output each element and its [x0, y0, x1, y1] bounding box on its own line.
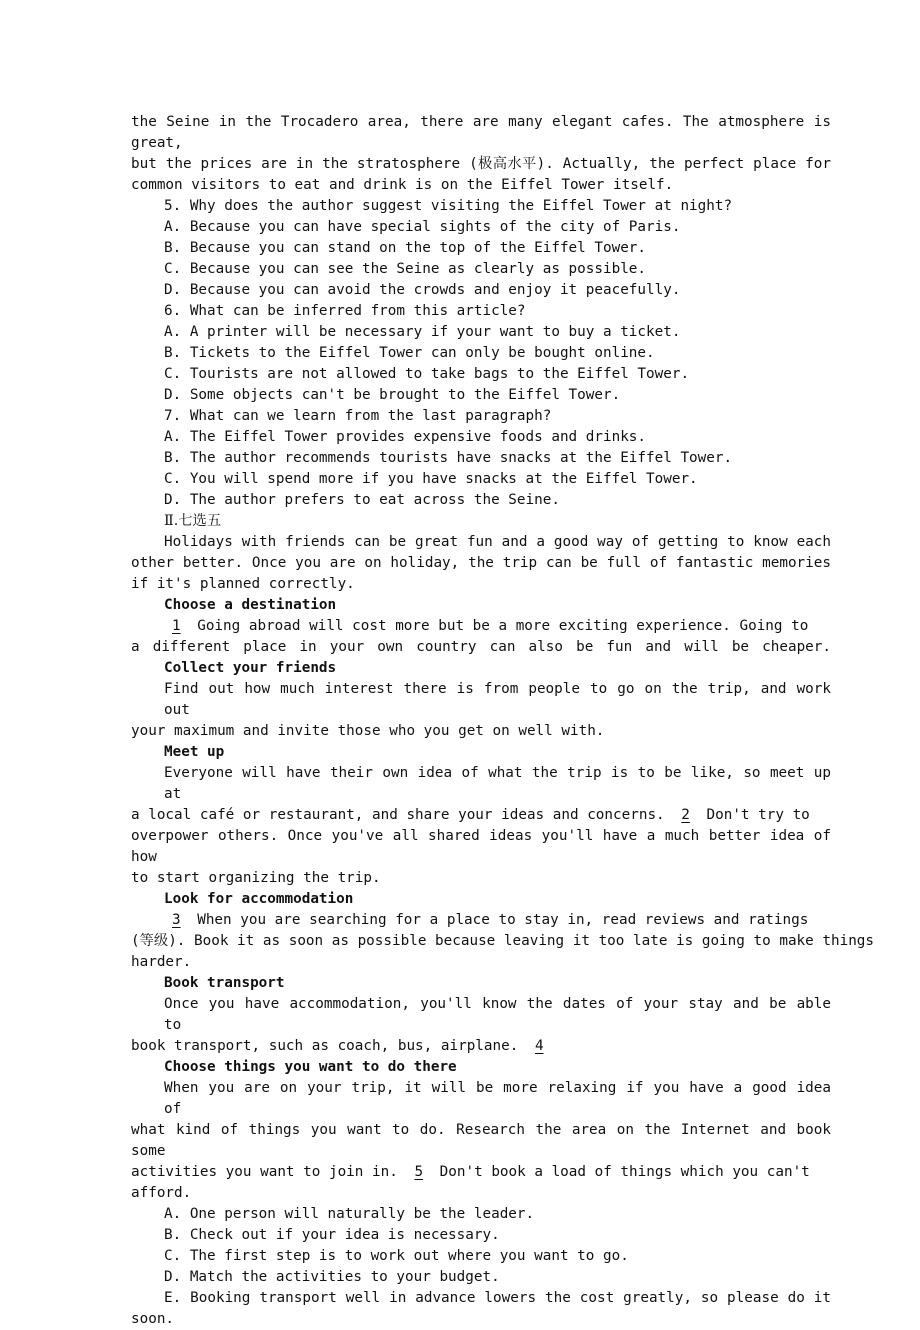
- paragraph-line: afford.: [131, 1185, 192, 1201]
- answer-blank-4[interactable]: 4: [534, 1038, 544, 1054]
- option-e: E. Booking transport well in advance lowers the cost greatly, so please do it: [164, 1290, 831, 1306]
- paragraph-line: Everyone will have their own idea of what the trip is to be like, so meet up at: [164, 765, 831, 802]
- option-c: C. The first step is to work out where you want to go.: [164, 1248, 629, 1264]
- document-page: [131, 112, 875, 1330]
- paragraph-text: book transport, such as coach, bus, airplane.: [131, 1038, 527, 1054]
- option-d: D. Match the activities to your budget.: [164, 1269, 500, 1285]
- q7-option-b: B. The author recommends tourists have snacks at the Eiffel Tower.: [164, 450, 733, 466]
- paragraph-line: harder.: [131, 954, 192, 970]
- paragraph-line: [131, 616, 831, 637]
- answer-blank-2[interactable]: 2: [681, 807, 690, 823]
- paragraph-line: to start organizing the trip.: [131, 870, 381, 886]
- q6-option-b: B. Tickets to the Eiffel Tower can only be bought online.: [164, 345, 655, 361]
- paragraph-line: (等级). Book it as soon as possible because leaving it too late is going to make things: [131, 933, 875, 949]
- paragraph-text: a local café or restaurant, and share your ideas and concerns.: [131, 807, 674, 823]
- paragraph-line: what kind of things you want to do. Research the area on the Internet and book some: [131, 1122, 831, 1159]
- q5-option-c: C. Because you can see the Seine as clearly as possible.: [164, 261, 647, 277]
- q7-option-c: C. You will spend more if you have snacks at the Eiffel Tower.: [164, 471, 698, 487]
- q5-option-a: A. Because you can have special sights of the city of Paris.: [164, 219, 681, 235]
- paragraph-text: activities you want to join in.: [131, 1164, 407, 1180]
- q7-option-d: D. The author prefers to eat across the Seine.: [164, 492, 560, 508]
- paragraph-line: [131, 910, 831, 931]
- answer-blank-5[interactable]: 5: [414, 1164, 424, 1180]
- paragraph-text: When you are searching for a place to stay in, read reviews and ratings: [188, 912, 809, 928]
- passage-line: but the prices are in the stratosphere (极高水平). Actually, the perfect place for: [131, 156, 831, 172]
- intro-line: Holidays with friends can be great fun and a good way of getting to know each: [164, 534, 831, 550]
- q6-option-c: C. Tourists are not allowed to take bags to the Eiffel Tower.: [164, 366, 690, 382]
- paragraph-text: Going abroad will cost more but be a more exciting experience. Going to: [188, 618, 809, 634]
- paragraph-line: Find out how much interest there is from people to go on the trip, and work out: [164, 681, 831, 718]
- question-6-stem: 6. What can be inferred from this article?: [164, 303, 526, 319]
- option-a: A. One person will naturally be the leader.: [164, 1206, 535, 1222]
- q6-option-a: A. A printer will be necessary if your want to buy a ticket.: [164, 324, 681, 340]
- option-e-continued: soon.: [131, 1311, 175, 1327]
- heading-book-transport: Book transport: [164, 975, 285, 991]
- intro-line: other better. Once you are on holiday, the trip can be full of fantastic memories: [131, 555, 831, 571]
- heading-choose-destination: Choose a destination: [164, 597, 337, 613]
- paragraph-line: Once you have accommodation, you'll know the dates of your stay and be able to: [164, 996, 831, 1033]
- paragraph-line: [131, 805, 831, 826]
- answer-blank-3[interactable]: 3: [172, 912, 181, 928]
- question-5-stem: 5. Why does the author suggest visiting the Eiffel Tower at night?: [164, 198, 733, 214]
- q5-option-d: D. Because you can avoid the crowds and enjoy it peacefully.: [164, 282, 681, 298]
- section-title: Ⅱ.七选五: [164, 513, 222, 529]
- paragraph-line: [131, 1036, 831, 1057]
- paragraph-line: When you are on your trip, it will be more relaxing if you have a good idea of: [164, 1080, 831, 1117]
- heading-meet-up: Meet up: [164, 744, 225, 760]
- paragraph-line: your maximum and invite those who you get on well with.: [131, 723, 605, 739]
- paragraph-text: Don't try to: [697, 807, 810, 823]
- q5-option-b: B. Because you can stand on the top of the Eiffel Tower.: [164, 240, 647, 256]
- heading-accommodation: Look for accommodation: [164, 891, 354, 907]
- paragraph-line: a different place in your own country can also be fun and will be cheaper.: [131, 639, 831, 655]
- intro-line: if it's planned correctly.: [131, 576, 355, 592]
- answer-blank-1[interactable]: 1: [172, 618, 181, 634]
- paragraph-line: overpower others. Once you've all shared ideas you'll have a much better idea of how: [131, 828, 831, 865]
- q6-option-d: D. Some objects can't be brought to the Eiffel Tower.: [164, 387, 621, 403]
- paragraph-text: Don't book a load of things which you can't: [431, 1164, 810, 1180]
- passage-line: the Seine in the Trocadero area, there are many elegant cafes. The atmosphere is great,: [131, 114, 831, 151]
- q7-option-a: A. The Eiffel Tower provides expensive foods and drinks.: [164, 429, 647, 445]
- heading-things-to-do: Choose things you want to do there: [164, 1059, 457, 1075]
- question-7-stem: 7. What can we learn from the last paragraph?: [164, 408, 552, 424]
- heading-collect-friends: Collect your friends: [164, 660, 337, 676]
- passage-line: common visitors to eat and drink is on the Eiffel Tower itself.: [131, 177, 674, 193]
- option-b: B. Check out if your idea is necessary.: [164, 1227, 500, 1243]
- paragraph-line: [131, 1162, 831, 1183]
